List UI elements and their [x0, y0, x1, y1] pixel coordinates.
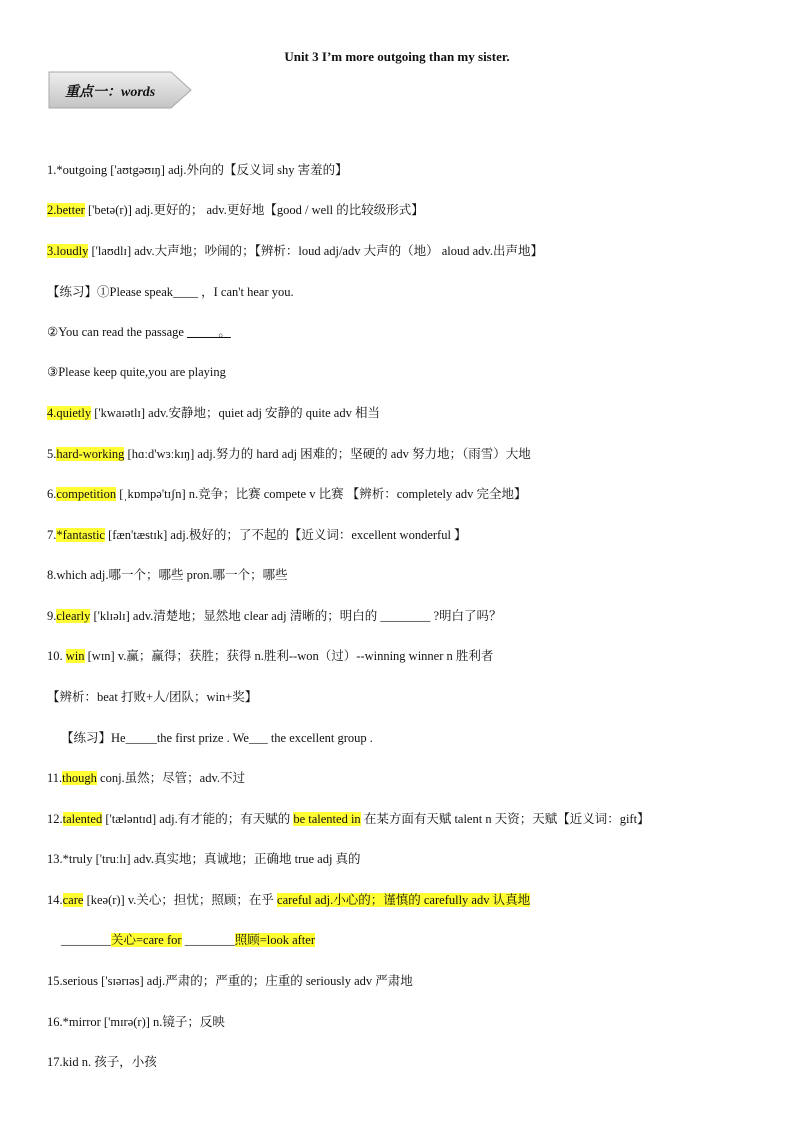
- banner-label: 重点一：words: [65, 85, 156, 100]
- line-text: 6.: [47, 487, 57, 501]
- vocab-line: [47, 1054, 157, 1070]
- line-text: ['betə(r)] adj.更好的； adv.更好地【good / well 的比较级形式】: [84, 203, 424, 217]
- line-text: ________: [61, 933, 111, 947]
- vocab-line: [47, 567, 288, 583]
- highlighted-text: though: [62, 771, 97, 785]
- line-text: 5.: [47, 447, 57, 461]
- highlighted-text: 关心=care for: [111, 933, 182, 947]
- line-text: _____。: [187, 325, 231, 339]
- vocab-line: [47, 811, 650, 827]
- vocab-line: [47, 162, 348, 178]
- line-text: 10.: [47, 649, 66, 663]
- line-text: conj.虽然；尽管；adv.不过: [96, 771, 246, 785]
- line-text: 14.: [47, 893, 63, 907]
- line-text: ['tæləntɪd] adj.有才能的；有天赋的: [102, 812, 294, 826]
- line-text: [hɑːd'wɜːkɪŋ] adj.努力的 hard adj 困难的；坚硬的 adv 努力地；（雨雪）大地: [124, 447, 531, 461]
- vocab-line: [47, 405, 380, 421]
- line-text: 【练习】He_____the first prize . We___ the excellent group .: [61, 731, 373, 745]
- line-text: 9.: [47, 609, 57, 623]
- line-text: 13.*truly ['truːlɪ] adv.真实地；真诚地；正确地 true adj 真的: [47, 852, 361, 866]
- line-text: 【辨析：beat 打败+人/团队；win+奖】: [47, 690, 258, 704]
- section-banner: [47, 70, 193, 110]
- line-text: 17.kid n. 孩子，小孩: [47, 1055, 157, 1069]
- line-text: [fæn'tæstɪk] adj.极好的；了不起的【近义词：excellent wonderful 】: [104, 528, 467, 542]
- vocab-line: [47, 648, 493, 664]
- highlighted-text: 2.better: [47, 203, 85, 217]
- vocab-line: [61, 730, 373, 746]
- line-text: ['laʊdlɪ] adv.大声地；吵闹的；【辨析：loud adj/adv 大声的（地） aloud adv.出声地】: [88, 244, 543, 258]
- line-text: ['kwaɪətlɪ] adv.安静地；quiet adj 安静的 quite adv 相当: [91, 406, 380, 420]
- vocab-line: [47, 973, 413, 989]
- line-text: ②You can read the passage: [47, 325, 188, 339]
- vocab-line: [47, 446, 531, 462]
- highlighted-text: hard-working: [56, 447, 125, 461]
- vocab-line: [47, 851, 361, 867]
- highlighted-text: talented: [62, 812, 103, 826]
- line-text: [wɪn] v.赢；赢得；获胜；获得 n.胜利--won（过）--winning winner n 胜利者: [84, 649, 494, 663]
- line-text: 在某方面有天赋 talent n 天资；天赋【近义词：gift】: [360, 812, 650, 826]
- line-text: 7.: [47, 528, 57, 542]
- line-text: 1.*outgoing ['aʊtgəʊɪŋ] adj.外向的【反义词 shy 害羞的】: [47, 163, 348, 177]
- highlighted-text: be talented in: [293, 812, 361, 826]
- highlighted-text: competition: [56, 487, 117, 501]
- highlighted-text: 4.quietly: [47, 406, 92, 420]
- vocab-line: [47, 243, 543, 259]
- vocab-line: [47, 364, 226, 380]
- page-title: Unit 3 I’m more outgoing than my sister.: [284, 49, 510, 64]
- line-text: ________: [181, 933, 235, 947]
- vocab-line: [61, 932, 315, 948]
- highlighted-text: clearly: [56, 609, 91, 623]
- vocab-line: [47, 892, 530, 908]
- line-text: 15.serious ['sɪərɪəs] adj.严肃的；严重的；庄重的 seriously adv 严肃地: [47, 974, 413, 988]
- vocab-line: [47, 608, 502, 624]
- vocab-line: [47, 324, 231, 340]
- line-text: 16.*mirror ['mɪrə(r)] n.镜子；反映: [47, 1015, 225, 1029]
- vocab-line: [47, 770, 245, 786]
- line-text: 12.: [47, 812, 63, 826]
- vocab-line: [47, 486, 527, 502]
- vocab-line: [47, 1014, 225, 1030]
- line-text: ③Please keep quite,you are playing: [47, 365, 226, 379]
- line-text: 【练习】①Please speak____ ，I can't hear you.: [47, 285, 294, 299]
- line-text: [keə(r)] v.关心；担忧；照顾；在乎: [83, 893, 278, 907]
- line-text: [ˌkɒmpə'tɪʃn] n.竞争；比赛 compete v 比赛 【辨析：completely adv 完全地】: [116, 487, 527, 501]
- vocab-line: [47, 284, 294, 300]
- highlighted-text: careful adj.小心的；谨慎的 carefully adv 认真地: [277, 893, 531, 907]
- highlighted-text: win: [65, 649, 85, 663]
- line-text: 8.which adj.哪一个；哪些 pron.哪一个；哪些: [47, 568, 288, 582]
- vocab-line: [47, 202, 424, 218]
- line-text: 11.: [47, 771, 63, 785]
- vocab-line: [47, 527, 467, 543]
- highlighted-text: care: [62, 893, 84, 907]
- highlighted-text: 照顾=look after: [234, 933, 315, 947]
- highlighted-text: *fantastic: [56, 528, 105, 542]
- line-text: ['klɪəlɪ] adv.清楚地；显然地 clear adj 清晰的；明白的 ________ ?明白了吗？: [90, 609, 502, 623]
- highlighted-text: 3.loudly: [47, 244, 89, 258]
- vocab-line: [47, 689, 257, 705]
